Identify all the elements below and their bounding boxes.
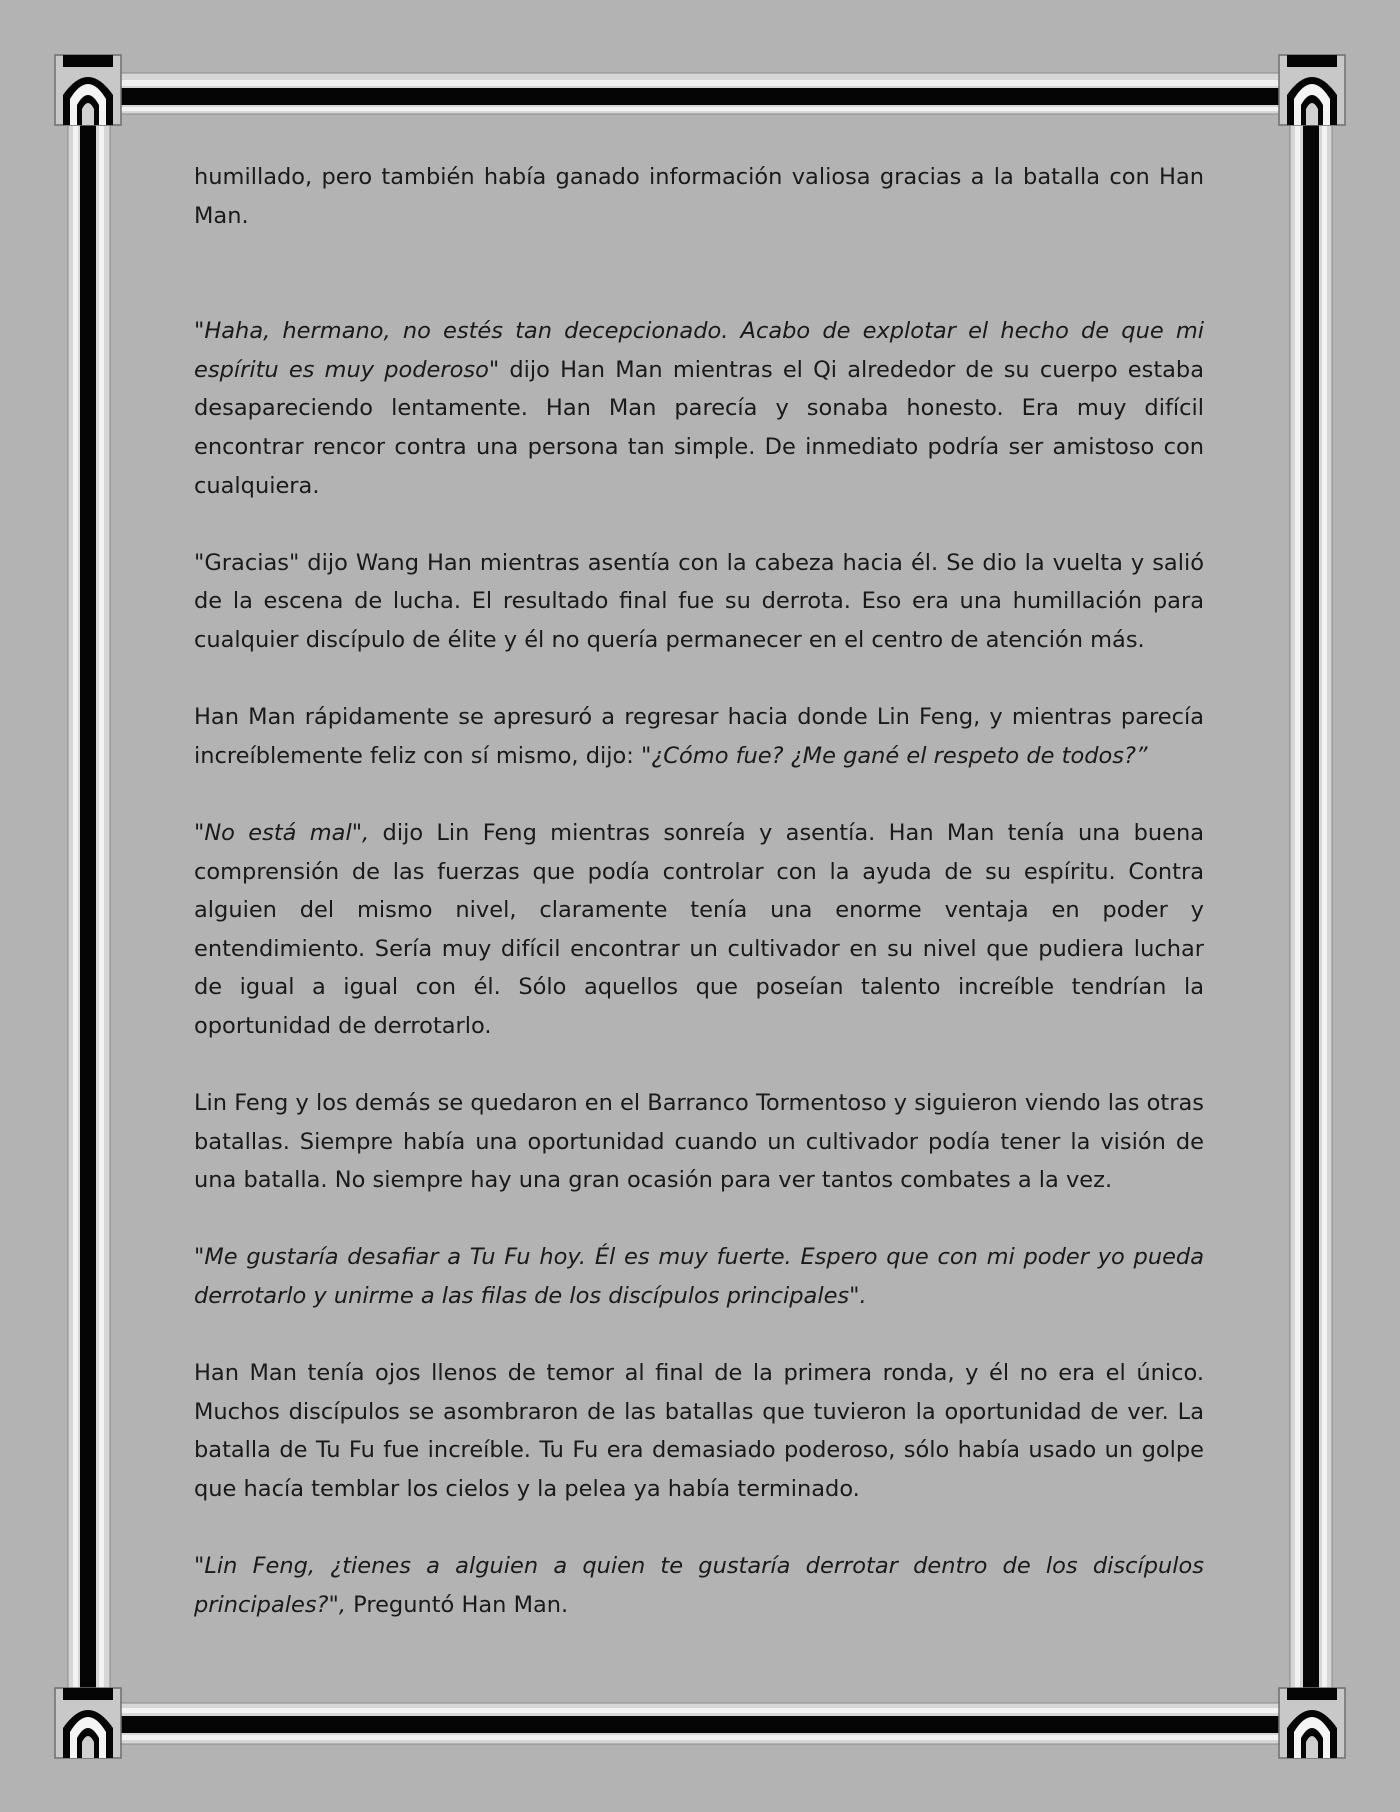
paragraph-text: Preguntó Han Man.	[346, 1591, 569, 1618]
story-text	[194, 158, 1204, 1663]
bottom-border	[110, 1703, 1290, 1744]
corner-ornament-top-left	[55, 55, 121, 125]
corner-ornament-bottom-left	[55, 1688, 121, 1758]
paragraph-text: humillado, pero también había ganado información valiosa gracias a la batalla con Han Man.	[194, 164, 1204, 229]
paragraph	[194, 544, 1204, 660]
top-border	[110, 73, 1290, 114]
dialogue-text: "No está mal",	[194, 819, 370, 846]
paragraph	[194, 1354, 1204, 1508]
paragraph	[194, 1238, 1204, 1315]
dialogue-text: "Me gustaría desafiar a Tu Fu hoy. Él es muy fuerte. Espero que con mi poder yo pueda derrotarlo y unirme a las filas de los discípulos principales".	[194, 1244, 1204, 1310]
left-border	[68, 105, 110, 1710]
corner-ornament-top-right	[1279, 55, 1345, 125]
paragraph-text: Han Man tenía ojos llenos de temor al final de la primera ronda, y él no era el único. Muchos discípulos se asombraron de las batallas que tuvieron la oportunidad de ver. La batalla de Tu Fu fue increíble. Tu Fu era demasiado poderoso, sólo había usado un golpe que hacía temblar los cielos y la pelea ya había terminado.	[194, 1360, 1204, 1502]
paragraph	[194, 814, 1204, 1046]
dialogue-text: "¿Cómo fue? ¿Me gané el respeto de todos?”	[641, 742, 1148, 769]
paragraph	[194, 1084, 1204, 1200]
paragraph	[194, 158, 1204, 235]
dialogue-text: "Haha, hermano, no estés tan decepcionado. Acabo de explotar el hecho de que mi espíritu es muy poderoso"	[194, 318, 1204, 383]
corner-ornament-bottom-right	[1279, 1688, 1345, 1758]
paragraph	[194, 698, 1204, 775]
paragraph-text: dijo Lin Feng mientras sonreía y asentía. Han Man tenía una buena comprensión de las fuerzas que podía controlar con la ayuda de su espíritu. Contra alguien del mismo nivel, claramente tenía una enorme ventaja en poder y entendimiento. Sería muy difícil encontrar un cultivador en su nivel que pudiera luchar de igual a igual con él. Sólo aquellos que poseían talento increíble tendrían la oportunidad de derrotarlo.	[194, 819, 1204, 1039]
paragraph-text: "Gracias" dijo Wang Han mientras asentía con la cabeza hacia él. Se dio la vuelta y salió de la escena de lucha. El resultado final fue su derrota. Eso era una humillación para cualquier discípulo de élite y él no quería permanecer en el centro de atención más.	[194, 549, 1204, 653]
paragraph	[194, 312, 1204, 505]
paragraph	[194, 1547, 1204, 1624]
paragraph-text: dijo Han Man mientras el Qi alrededor de su cuerpo estaba desapareciendo lentamente. Han Man parecía y sonaba honesto. Era muy difícil encontrar rencor contra una persona tan simple. De inmediato podría ser amistoso con cualquiera.	[194, 356, 1204, 499]
paragraph-text: Han Man rápidamente se apresuró a regresar hacia donde Lin Feng, y mientras parecía increíblemente feliz con sí mismo, dijo:	[194, 704, 1204, 769]
dialogue-text: "Lin Feng, ¿tienes a alguien a quien te gustaría derrotar dentro de los discípulos principales?",	[194, 1553, 1204, 1618]
right-border	[1290, 105, 1332, 1710]
paragraph-text: Lin Feng y los demás se quedaron en el Barranco Tormentoso y siguieron viendo las otras batallas. Siempre había una oportunidad cuando un cultivador podía tener la visión de una batalla. No siempre hay una gran ocasión para ver tantos combates a la vez.	[194, 1090, 1204, 1194]
